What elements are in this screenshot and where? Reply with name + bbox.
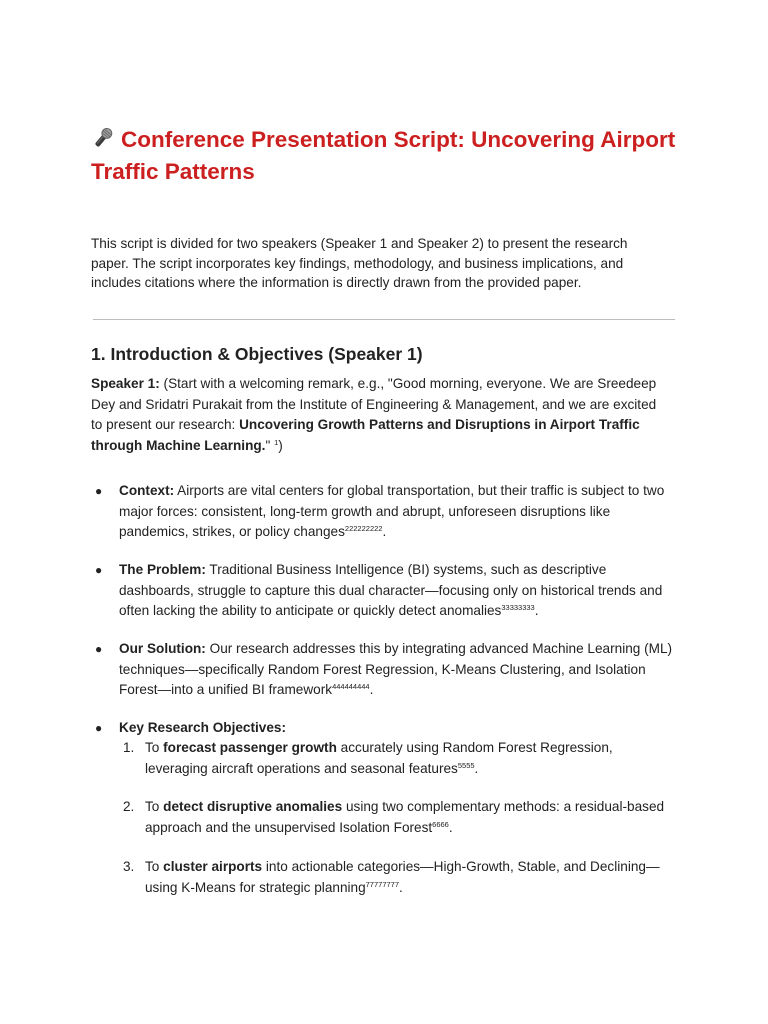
speaker-paragraph: [91, 374, 671, 456]
objective-body: using two complementary methods: a residual-based approach and the unsupervised Isolation Forest: [145, 799, 665, 835]
bullet-label: The Problem:: [119, 562, 206, 577]
citation: 444444444: [332, 682, 370, 691]
bullet-label: Key Research Objectives:: [119, 720, 286, 735]
bullet-body: Traditional Business Intelligence (BI) systems, such as descriptive dashboards, struggle to capture this dual character—focusing only on historical trends and often lacking the ability to anticipate or quickly detect anomalies: [119, 562, 663, 618]
objective-text: [145, 797, 675, 838]
page-title: [91, 124, 681, 188]
citation: 6666: [432, 819, 449, 829]
objective-end: .: [399, 879, 403, 895]
bullet-icon: ●: [95, 484, 103, 498]
section-heading: 1. Introduction & Objectives (Speaker 1): [91, 344, 423, 364]
citation: 77777777: [365, 879, 400, 889]
paper-title: Uncovering Growth Patterns and Disruptions in Airport Traffic through Machine Learning.: [91, 417, 640, 453]
objective-bold: cluster airports: [163, 859, 263, 874]
speaker-close: ": [265, 437, 275, 453]
citation: 222222222: [344, 524, 383, 533]
bullet-text: [119, 639, 675, 701]
objective-bold: detect disruptive anomalies: [163, 799, 343, 814]
citation: 1: [274, 437, 279, 447]
objective-number: 1.: [123, 740, 135, 755]
bullet-label: Context:: [119, 483, 175, 498]
bullet-icon: ●: [95, 642, 103, 656]
objective-body: accurately using Random Forest Regression, leveraging aircraft operations and seasonal features: [145, 740, 613, 776]
speaker-label: Speaker 1:: [91, 376, 160, 391]
objective-pre: To: [145, 859, 164, 874]
objective-pre: To: [145, 740, 164, 755]
bullet-icon: ●: [95, 721, 103, 735]
objective-bold: forecast passenger growth: [163, 740, 337, 755]
bullet-text: [119, 718, 675, 739]
citation: 5555: [457, 760, 475, 770]
speaker-end: ): [278, 437, 283, 453]
objective-end: .: [474, 760, 479, 776]
intro-paragraph: This script is divided for two speakers (Speaker 1 and Speaker 2) to present the research paper. The script incorporates key findings, methodology, and business implications, and includes citations where the information is directly drawn from the provided paper.: [91, 236, 628, 290]
bullet-text: [119, 560, 675, 622]
objective-pre: To: [145, 799, 164, 814]
objective-number: 2.: [123, 799, 135, 814]
page-title-text: Conference Presentation Script: Uncovering Airport Traffic Patterns: [91, 127, 676, 184]
objective-item: [91, 738, 675, 779]
objective-number: 3.: [123, 859, 135, 874]
citation: 33333333: [501, 603, 535, 612]
objective-body: into actionable categories—High-Growth, Stable, and Declining—using K-Means for strategic planning: [145, 859, 660, 895]
bullet-text: [119, 481, 675, 543]
bullet-solution: [91, 639, 675, 701]
objective-text: [145, 857, 675, 898]
bullet-objectives: [91, 718, 675, 739]
bullet-icon: ●: [95, 563, 103, 577]
objective-item: [91, 857, 675, 898]
objective-end: .: [448, 819, 453, 835]
microphone-icon: [91, 126, 115, 150]
bullet-context: [91, 481, 675, 543]
bullet-end: .: [369, 682, 374, 697]
objective-text: [145, 738, 675, 779]
bullet-body: Airports are vital centers for global transportation, but their traffic is subject to two major forces: consistent, long-term growth and abrupt, unforeseen disruptions like pandemics, strikes, or policy changes: [119, 483, 665, 539]
speaker-text: (Start with a welcoming remark, e.g., "Good morning, everyone. We are Sreedeep Dey and Sridatri Purakait from the Institute of Engineering & Management, and we are excited to present our research:: [91, 376, 657, 432]
bullet-end: .: [382, 524, 387, 539]
bullet-problem: [91, 560, 675, 622]
bullet-label: Our Solution:: [119, 641, 206, 656]
objective-item: [91, 797, 675, 838]
bullet-body: Our research addresses this by integrating advanced Machine Learning (ML) techniques—specifically Random Forest Regression, K-Means Clustering, and Isolation Forest—into a unified BI framework: [119, 641, 673, 697]
horizontal-divider: [93, 319, 675, 320]
bullet-end: .: [534, 603, 539, 618]
